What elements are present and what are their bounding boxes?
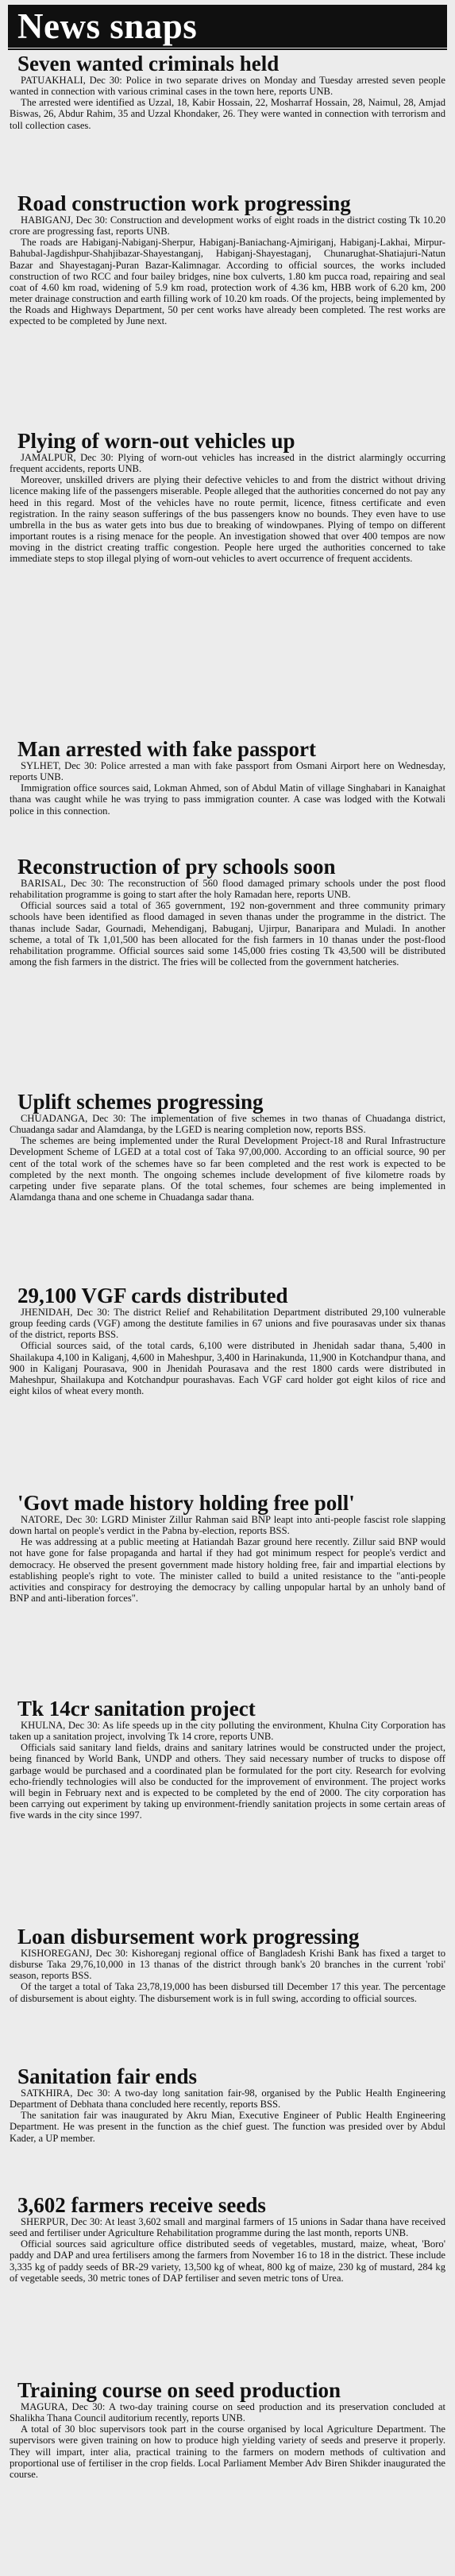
story-paragraph: A total of 30 bloc supervisors took part in the course organised by local Agriculture Department. The supervisors were given training on how to produce high yielding variety of seeds and preserve it properly. They will impart, inter alia, practical training to the farmers on modern methods of cultivation and proportional use of fertiliser in the crop fields. Local Parliament Member Adv Biren Shikder inaugurated the course. [10,2423,445,2480]
story [0,736,455,854]
story [0,854,455,1089]
story-paragraph: He was addressing at a public meeting at Hatiandah Bazar ground here recently. Zillur said BNP would not have gone for false propaganda and hartal if they had got minimum respect for people's verdict and democracy. He observed the present government made history holding free, fair and impartial elections by establishing people's right to vote. The minister called to build a united resistance to the "anti-people activities and conspiracy for destroying the democracy by calling unpopular hartal by an unholy band of BNP and anti-liberation forces". [10,1536,445,1605]
story-body [10,2216,445,2377]
story [0,191,455,456]
story-paragraph: KISHOREGANJ, Dec 30: Kishoreganj regional office of Bangladesh Krishi Bank has fixed a target to disburse Taka 29,76,10,000 in 13 thanas of the district through bank's 20 branches in the current 'robi' season, reports BSS. [10,1948,445,1982]
story-headline: Seven wanted criminals held [17,52,280,75]
story-body [10,75,445,191]
story-body [10,2401,445,2570]
story-headline: Loan disbursement work progressing [17,1925,360,1948]
story [0,1089,455,1283]
story-paragraph: SATKHIRA, Dec 30: A two-day long sanitation fair-98, organised by the Public Health Engineering Department of Debhata thana concluded here recently, reports BSS. [10,2087,445,2111]
story-paragraph: Immigration office sources said, Lokman Ahmed, son of Abdul Matin of village Singhabari in Kanaighat thana was caught while he was trying to pass immigration counter. A case was lodged with the Kotwali police in this connection. [10,782,445,817]
story [0,1696,455,1924]
story-paragraph: The roads are Habiganj-Nabiganj-Sherpur, Habiganj-Baniachang-Ajmiriganj, Habiganj-Lakhai, Mirpur-Bahubal-Jagdishpur-Shahjibazar-Shayestanganj, Habiganj-Shayestaganj, Chunarughat-Shatiajuri-Natun Bazar and Shayestaganj-Puran Bazar-Kalimnagar. According to official sources, the works included construction of two RCC and four bailey bridges, nine box culverts, 1.80 km pucca road, repairing and seal coat of 4.60 km road, widening of 5.9 km road, protection work of 4.36 km, HBB work of 6.20 km, 200 meter drainage construction and earth filling work of 10.20 km roads. Of the projects, being implemented by the Roads and Highways Department, 50 per cent works have already been completed. The rest works are expected to be completed by June next. [10,237,445,327]
story-body [10,1307,445,1490]
story-headline: 'Govt made history holding free poll' [17,1491,355,1515]
story-paragraph: CHUADANGA, Dec 30: The implementation of five schemes in two thanas of Chuadanga district, Chuadanga sadar and Alamdanga, by the LGED is nearing completion now, reports BSS. [10,1113,445,1136]
story-headline: Tk 14cr sanitation project [17,1697,256,1721]
story [0,428,455,736]
story-body [10,1948,445,2064]
story-paragraph: Official sources said a total of 365 government, 192 non-government and three community primary schools have been identified as flood damaged in seven thanas under the programme in the district. The thanas include Sadar, Gournadi, Mehendiganj, Babuganj, Ujirpur, Banaripara and Muladi. In another scheme, a total of Tk 1,01,500 has been allocated for the fish farmers in 10 thanas under the post-flood rehabilitation programme. Official sources said some 145,000 fries costing Tk 43,500 will be distributed among the fish farmers in the district. The fries will be collected from the government hatcheries. [10,900,445,968]
story-headline: 29,100 VGF cards distributed [17,1284,288,1307]
story [0,1490,455,1696]
banner-rule [8,48,447,50]
story-paragraph: PATUAKHALI, Dec 30: Police in two separate drives on Monday and Tuesday arrested seven people wanted in connection with various criminal cases in the town here, reports UNB. [10,75,445,98]
story-paragraph: Official sources said agriculture office distributed seeds of vegetables, mustard, maize, wheat, 'Boro' paddy and DAP and urea fertilisers among the farmers from November 16 to 18 in the district. These include 3,335 kg of paddy seeds of BR-29 variety, 13,500 kg of wheat, 800 kg of maize, 230 kg of mustard, 284 kg of vegetable seeds, 30 metric tones of DAP fertiliser and seven metric tons of Urea. [10,2238,445,2284]
story-paragraph: SHERPUR, Dec 30: At least 3,602 small and marginal farmers of 15 unions in Sadar thana have received seed and fertiliser under Agriculture Rehabilitation programme during the last month, reports UNB. [10,2216,445,2239]
story-paragraph: BARISAL, Dec 30: The reconstruction of 560 flood damaged primary schools under the post flood rehabilitation programme is going to start after the holy Ramadan here, reports UNB. [10,878,445,901]
story-headline: Training course on seed production [17,2378,341,2402]
story-paragraph: JHENIDAH, Dec 30: The district Relief and Rehabilitation Department distributed 29,100 vulnerable group feeding cards (VGF) among the destitute families in 67 unions and five pourasavas under six thanas of the district, reports BSS. [10,1307,445,1341]
story-headline: Reconstruction of pry schools soon [17,855,336,879]
story-paragraph: JAMALPUR, Dec 30: Plying of worn-out vehicles has increased in the district alarmingly occurring frequent accidents, reports UNB. [10,452,445,475]
story-headline: Sanitation fair ends [17,2064,198,2088]
story-body [10,878,445,1089]
story-body [10,760,445,854]
story-body [10,1720,445,1924]
story-paragraph: MAGURA, Dec 30: A two-day training course on seed production and its preservation concluded at Shalikha Thana Council auditorium recently, reports UNB. [10,2401,445,2424]
story-paragraph: The arrested were identified as Uzzal, 18, Kabir Hossain, 22, Mosharraf Hossain, 28, Naimul, 28, Amjad Biswas, 26, Abdur Rahim, 35 and Uzzal Khondaker, 26. They were wanted in connection with terrorism and toll collection cases. [10,97,445,131]
page-banner [8,5,447,48]
story-headline: Man arrested with fake passport [17,737,316,761]
story-body [10,1113,445,1283]
story-paragraph: Of the target a total of Taka 23,78,19,000 has been disbursed till December 17 this year. The percentage of disbursement is about eighty. The disbursement work is in full swing, according to official sources. [10,1981,445,2004]
story-headline: 3,602 farmers receive seeds [17,2193,266,2217]
story-paragraph: HABIGANJ, Dec 30: Construction and development works of eight roads in the district costing Tk 10.20 crore are progressing fast, reports UNB. [10,214,445,238]
story [0,1924,455,2064]
story-paragraph: KHULNA, Dec 30: As life speeds up in the city polluting the environment, Khulna City Corporation has taken up a sanitation project, involving Tk 14 crore, reports UNB. [10,1720,445,1743]
story-paragraph: SYLHET, Dec 30: Police arrested a man with fake passport from Osmani Airport here on Wednesday, reports UNB. [10,760,445,783]
story-paragraph: Moreover, unskilled drivers are plying their defective vehicles to and from the district without driving licence making life of the passengers miserable. People alleged that the authorities concerned do not pay any heed in this regard. Most of the vehicles have no route permit, licence, fitness certificate and even registration. In the rainy season sufferings of the bus passengers know no bounds. They even have to use umbrella in the bus as water gets into bus due to breaking of windowpanes. Plying of tempo on different important routes is a rising menace for the people. An investigation showed that over 400 tempos are now moving in the district creating traffic congestion. People here urged the authorities concerned to take immediate steps to stop illegal plying of worn-out vehicles to avert occurrence of frequent accidents. [10,474,445,565]
story-body [10,452,445,736]
story-headline: Plying of worn-out vehicles up [17,429,295,453]
story-headline: Uplift schemes progressing [17,1090,264,1114]
story-paragraph: Officials said sanitary land fields, drains and sanitary latrines would be constructed under the project, being financed by World Bank, UNDP and others. They said necessary number of trucks to dispose off garbage would be purchased and a coordinated plan be formulated for the port city. Research for evolving echo-friendly technologies will also be conducted for the improvement of environment. The project works will begin in February next and is expected to be completed by the end of 2000. The city corporation has been carrying out experiment by taking up environment-friendly sanitation projects in some certain areas of five wards in the city since 1997. [10,1742,445,1821]
story-body [10,214,445,456]
story-paragraph: NATORE, Dec 30: LGRD Minister Zillur Rahman said BNP leapt into anti-people fascist role slapping down hartal on people's verdict in the Pabna by-election, reports BSS. [10,1514,445,1537]
story-paragraph: The sanitation fair was inaugurated by Akru Mian, Executive Engineer of Public Health Engineering Department. He was present in the function as the chief guest. The function was presided over by Abdul Kader, a UP member. [10,2110,445,2144]
story-body [10,2087,445,2192]
story-headline: Road construction work progressing [17,191,351,215]
story [0,51,455,191]
story-body [10,1514,445,1696]
page-title: News snaps [17,6,198,46]
story-paragraph: Official sources said, of the total cards, 6,100 were distributed in Jhenidah sadar thana, 5,400 in Shailakupa 4,100 in Kaliganj, 4,600 in Maheshpur, 3,400 in Harinakunda, 11,900 in Kotchandpur thana, and 900 in Kaliganj Pourasava, 900 in Jhenidah Pourasava and the rest 1800 cards were distributed in Maheshpur, Shailakupa and Kotchandpur pourashavas. Each VGF card holder got eight kilos of rice and eight kilos of wheat every month. [10,1340,445,1397]
story [0,1283,455,1490]
story [0,2064,455,2192]
story [0,2192,455,2377]
story [0,2377,455,2570]
story-paragraph: The schemes are being implemented under the Rural Development Project-18 and Rural Infrastructure Development Scheme of LGED at a total cost of Taka 97,00,000. According to an official source, 90 per cent of the total work of the schemes have so far been completed and the rest work is expected to be completed by the next month. The ongoing schemes include development of five kilometre roads by carpeting under five separate plans. Of the total schemes, four schemes are being implemented in Alamdanga thana and one scheme in Chuadanga sadar thana. [10,1135,445,1203]
